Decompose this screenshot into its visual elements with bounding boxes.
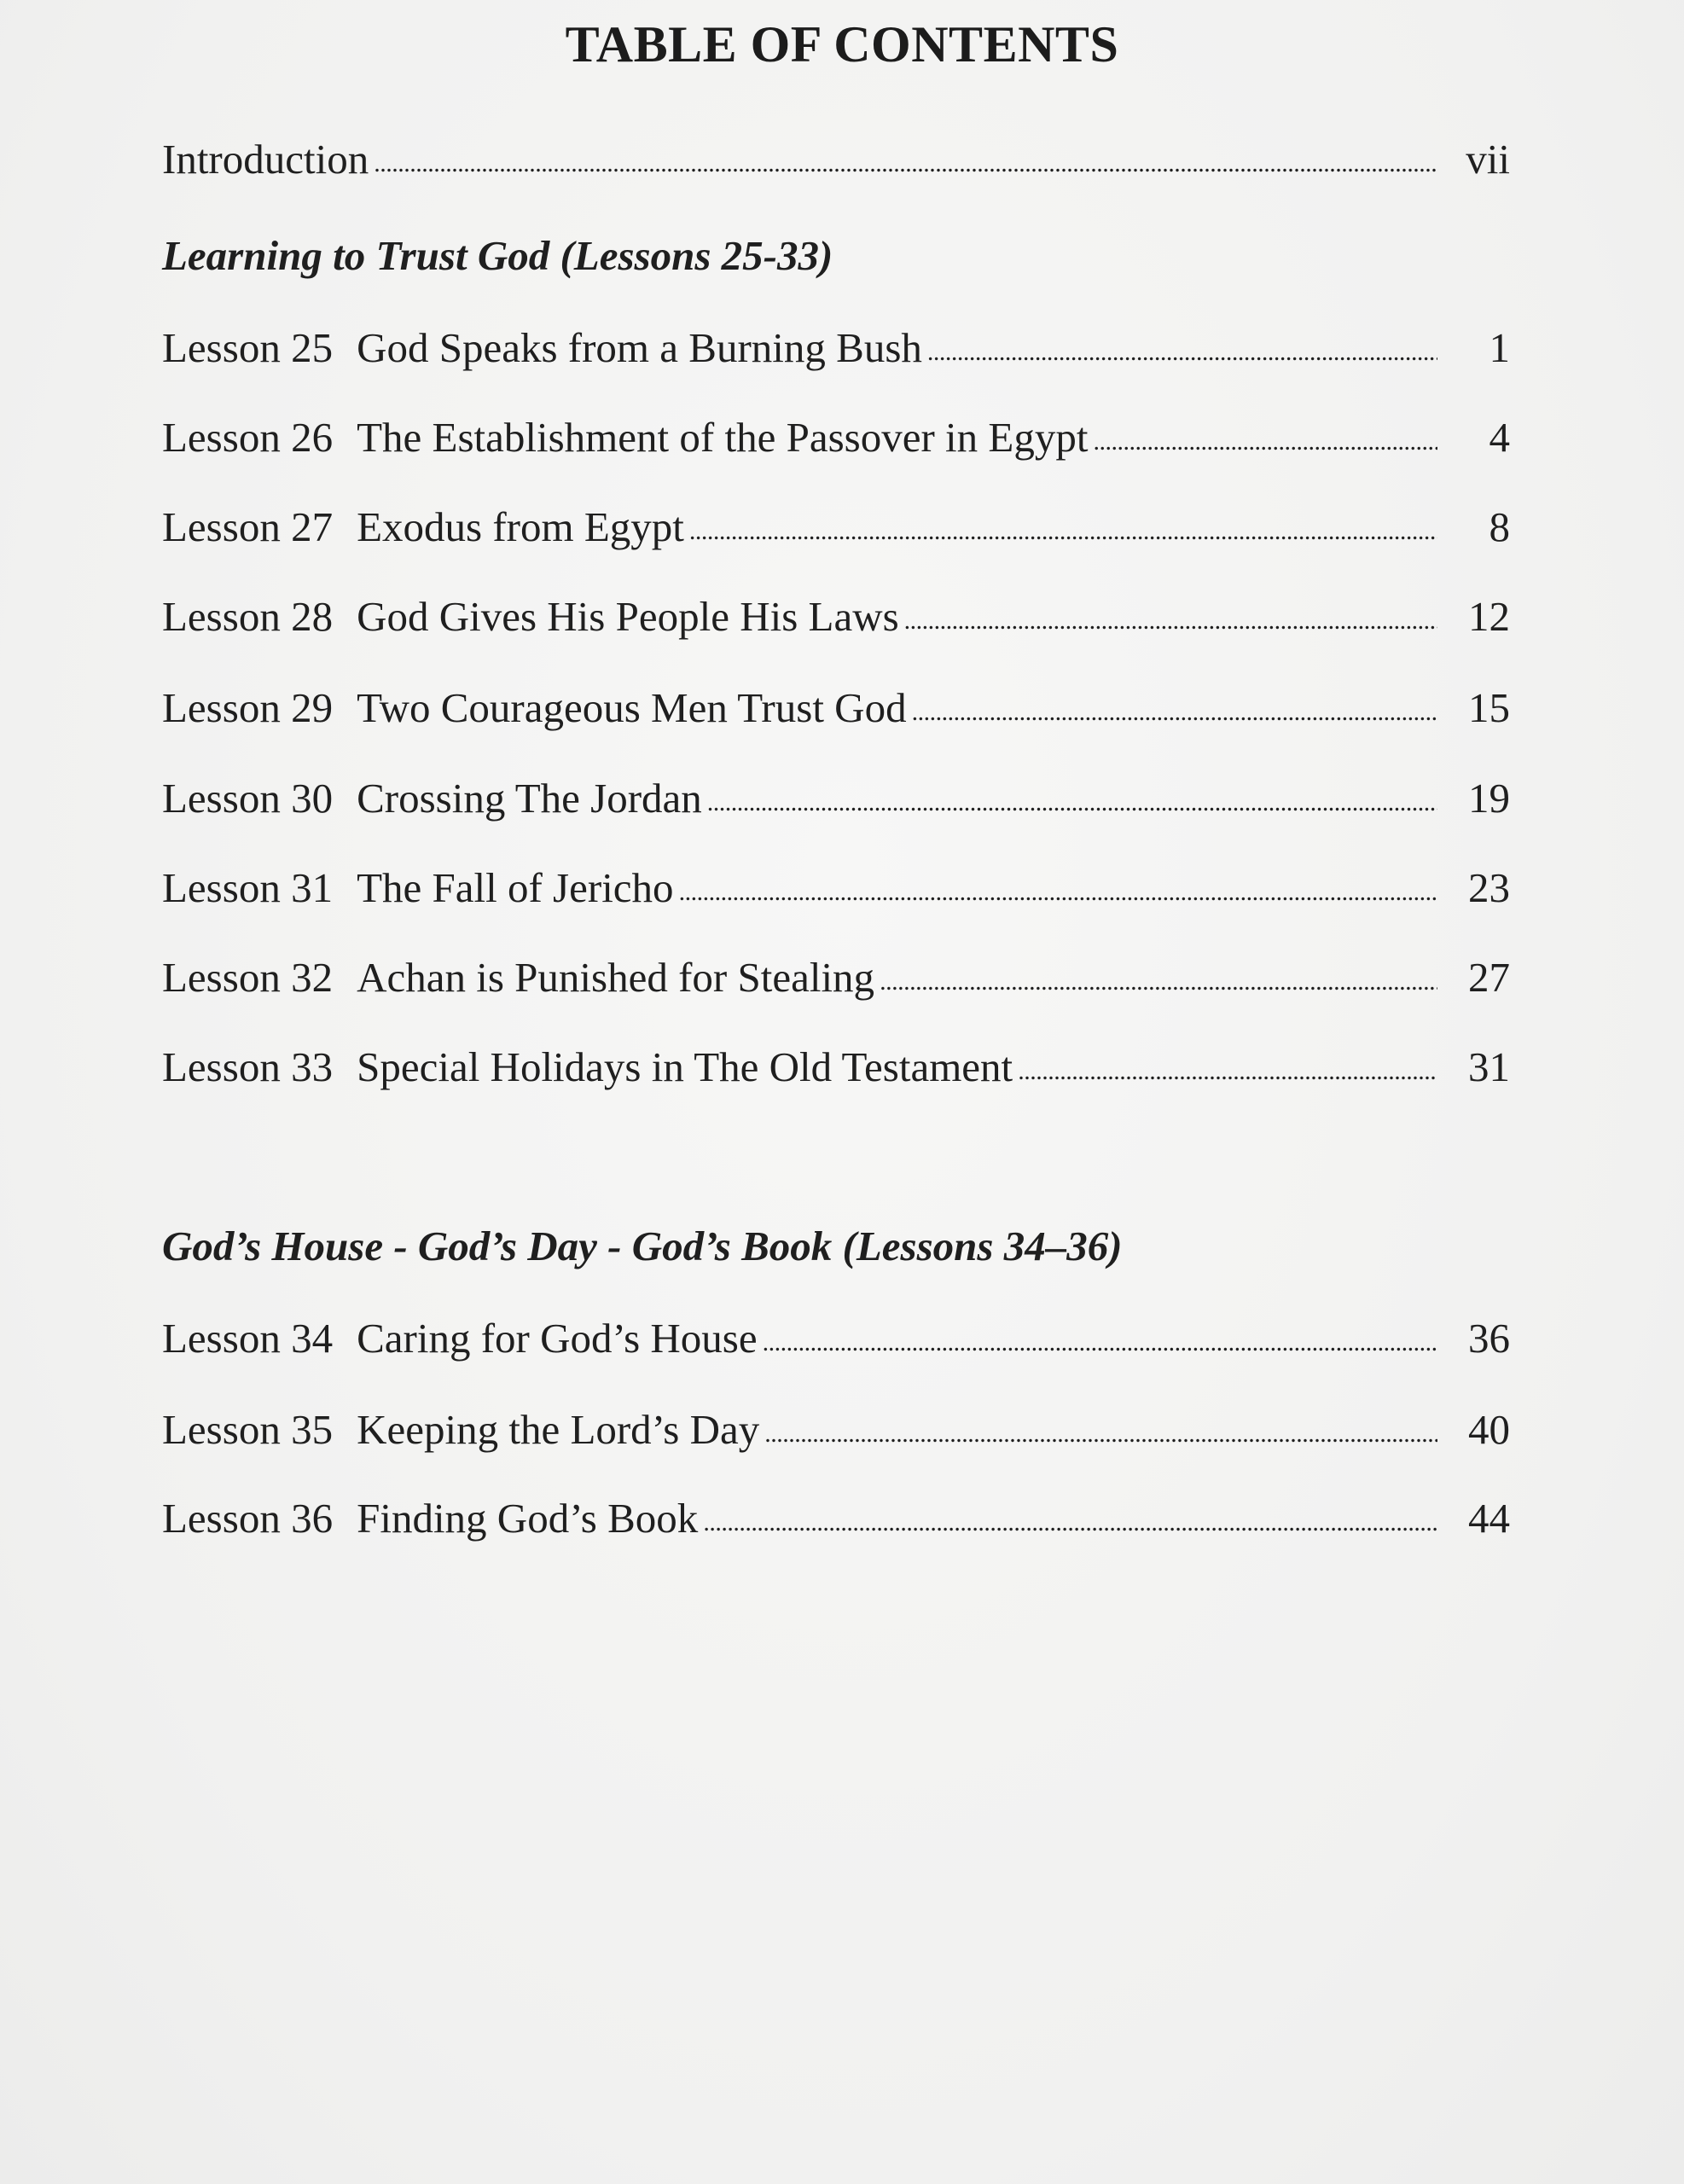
toc-entry-page: 27 xyxy=(1468,954,1510,1001)
toc-entry-lesson: Lesson 34 xyxy=(162,1315,334,1362)
toc-entry-title: Special Holidays in The Old Testament xyxy=(357,1043,1013,1090)
toc-entry-title: Finding God’s Book xyxy=(357,1495,699,1542)
toc-entry xyxy=(162,1404,1510,1455)
toc-entry-page: 8 xyxy=(1489,503,1510,550)
toc-entry-title: Exodus from Egypt xyxy=(357,503,684,550)
toc-entry-page: 15 xyxy=(1468,684,1510,731)
toc-entry-page: 12 xyxy=(1468,593,1510,640)
dot-leader xyxy=(1093,410,1437,468)
section-heading: Learning to Trust God (Lessons 25-33) xyxy=(162,232,833,279)
page-title: TABLE OF CONTENTS xyxy=(565,16,1119,73)
toc-entry-lesson: Lesson 28 xyxy=(162,593,334,640)
toc-entry-page: 19 xyxy=(1468,775,1510,822)
dot-leader xyxy=(880,950,1437,1008)
toc-entry xyxy=(162,773,1510,824)
dot-leader xyxy=(904,590,1437,647)
toc-entry xyxy=(162,322,1510,374)
toc-entry-lesson: Lesson 26 xyxy=(162,414,334,461)
toc-entry xyxy=(162,1042,1510,1093)
toc-entry-lesson: Lesson 32 xyxy=(162,954,334,1001)
dot-leader xyxy=(707,771,1437,828)
toc-entry xyxy=(162,952,1510,1003)
dot-leader xyxy=(703,1491,1437,1548)
dot-leader xyxy=(927,321,1437,378)
toc-entry-lesson: Lesson 27 xyxy=(162,503,334,550)
toc-entry-title: Introduction xyxy=(162,136,369,183)
toc-entry-lesson: Lesson 36 xyxy=(162,1495,334,1542)
toc-entry-lesson: Lesson 31 xyxy=(162,864,334,911)
dot-leader xyxy=(679,861,1437,918)
toc-entry-title: The Fall of Jericho xyxy=(357,864,674,911)
toc-entry-lesson: Lesson 33 xyxy=(162,1043,334,1090)
toc-entry-title: The Establishment of the Passover in Egypt xyxy=(357,414,1089,461)
dot-leader xyxy=(763,1311,1437,1368)
toc-entry-title: God Gives His People His Laws xyxy=(357,593,899,640)
toc-entry xyxy=(162,591,1510,642)
toc-entry-lesson: Lesson 25 xyxy=(162,324,334,371)
dot-leader xyxy=(912,681,1437,738)
toc-entry-lesson: Lesson 35 xyxy=(162,1406,334,1453)
toc-entry-page: 23 xyxy=(1468,864,1510,911)
toc-entry-title: Crossing The Jordan xyxy=(357,775,702,822)
toc-entry xyxy=(162,412,1510,463)
toc-entry-page: 4 xyxy=(1489,414,1510,461)
toc-entry xyxy=(162,682,1510,734)
toc-entry-title: God Speaks from a Burning Bush xyxy=(357,324,922,371)
toc-entry-page: 31 xyxy=(1468,1043,1510,1090)
toc-entry xyxy=(162,863,1510,914)
toc-entry-page: 36 xyxy=(1468,1315,1510,1362)
toc-entry-lesson: Lesson 30 xyxy=(162,775,334,822)
toc-entry xyxy=(162,1313,1510,1364)
toc-entry xyxy=(162,1493,1510,1544)
toc-entry-title: Two Courageous Men Trust God xyxy=(357,684,907,731)
toc-entry-lesson: Lesson 29 xyxy=(162,684,334,731)
dot-leader xyxy=(764,1403,1437,1460)
section-heading: God’s House - God’s Day - God’s Book (Lessons 34–36) xyxy=(162,1223,1123,1269)
toc-entry-title: Keeping the Lord’s Day xyxy=(357,1406,760,1453)
dot-leader xyxy=(374,132,1437,189)
dot-leader xyxy=(1018,1040,1437,1097)
toc-entry-page: 1 xyxy=(1489,324,1510,371)
toc-entry-title: Achan is Punished for Stealing xyxy=(357,954,875,1001)
toc-entry-title: Caring for God’s House xyxy=(357,1315,758,1362)
toc-entry-page: 40 xyxy=(1468,1406,1510,1453)
toc-entry-page: vii xyxy=(1466,136,1510,183)
toc-entry-page: 44 xyxy=(1468,1495,1510,1542)
dot-leader xyxy=(689,500,1437,557)
toc-entry xyxy=(162,502,1510,553)
toc-entry-introduction xyxy=(162,134,1510,185)
